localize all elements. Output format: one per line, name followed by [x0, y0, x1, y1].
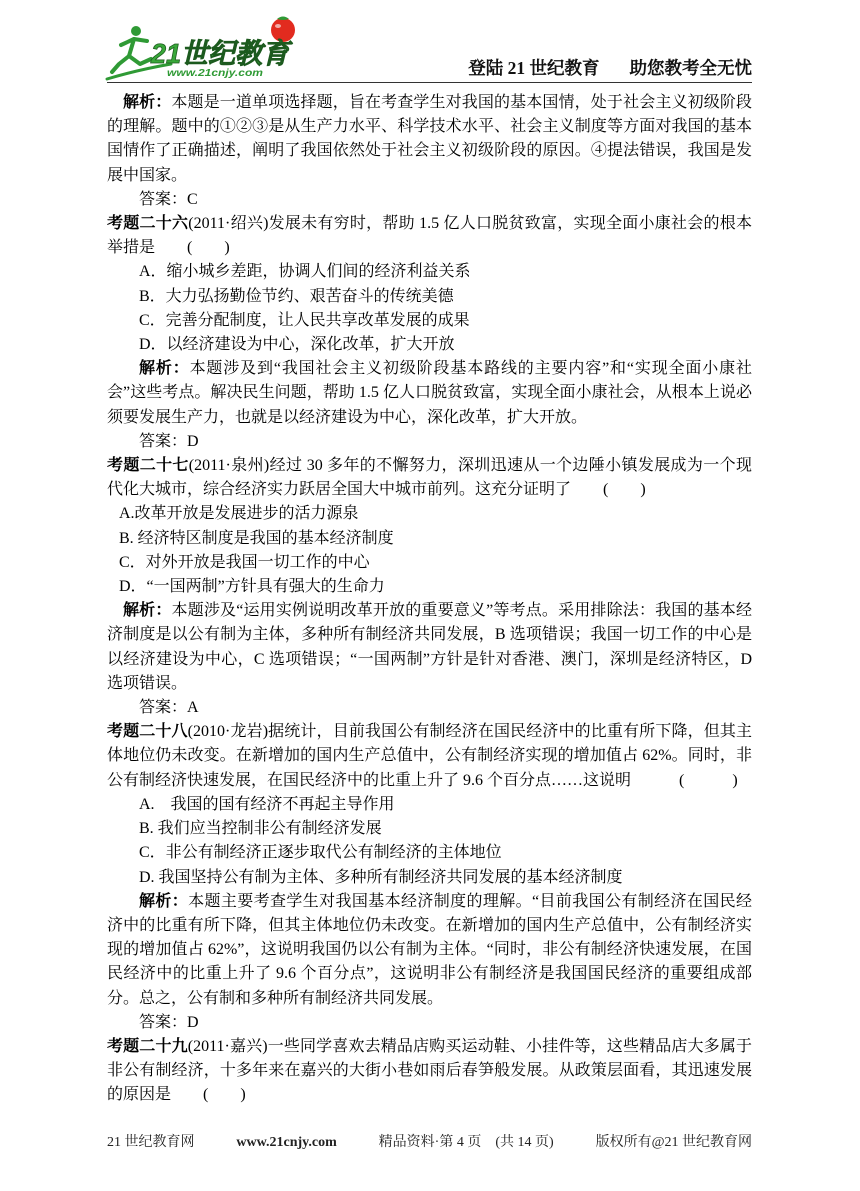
- brand-logo: [105, 14, 305, 82]
- option-b: B．大力弘扬勤俭节约、艰苦奋斗的传统美德: [139, 287, 454, 305]
- footer-site-name: 21 世纪教育网: [107, 1135, 195, 1150]
- slogan-left: 登陆 21 世纪教育: [468, 58, 600, 78]
- option-a: A．缩小城乡差距，协调人们间的经济利益关系: [139, 263, 471, 281]
- answer-line: 答案：A: [139, 699, 199, 717]
- option-d: D．“一国两制”方针具有强大的生命力: [119, 578, 385, 596]
- analysis-text: 本题是一道单项选择题，旨在考查学生对我国的基本国情，处于社会主义初级阶段的理解。题中的①②③是从生产力水平、科学技术水平、社会主义制度等方面对我国的基本国情作了正确描述，阐明了我国依然处于社会主义初级阶段的原因。④提法错误，我国是发展中国家。: [107, 94, 752, 184]
- option-c: C．非公有制经济正逐步取代公有制经济的主体地位: [139, 844, 502, 862]
- footer-url: www.21cnjy.com: [236, 1135, 337, 1150]
- header-divider: [107, 82, 752, 83]
- question-label: 考题二十六: [107, 215, 189, 233]
- question-stem: [107, 1035, 752, 1108]
- analysis-label: 解析：: [139, 360, 190, 378]
- analysis-paragraph: [107, 357, 752, 430]
- question-stem: [107, 454, 752, 502]
- logo-title: 21世纪教育: [150, 38, 293, 69]
- option-b: B. 经济特区制度是我国的基本经济制度: [119, 529, 394, 547]
- option-c: C．对外开放是我国一切工作的中心: [119, 553, 370, 571]
- question-text: (2011·嘉兴)一些同学喜欢去精品店购买运动鞋、小挂件等，这些精品店大多属于非公有制经济，十多年来在嘉兴的大街小巷如雨后春笋般发展。从政策层面看，其迅速发展的原因是 ( ): [107, 1037, 752, 1104]
- question-label: 考题二十八: [107, 723, 188, 741]
- analysis-label: 解析：: [123, 94, 172, 111]
- document-body: [107, 91, 752, 1108]
- footer-copyright: 版权所有@21 世纪教育网: [595, 1135, 752, 1150]
- analysis-text: 本题主要考查学生对我国基本经济制度的理解。“目前我国公有制经济在国民经济中的比重有所下降，但其主体地位仍未改变。在新增加的国内生产总值中，公有制经济实现的增加值占 62%”，这说明我国仍以公有制为主体。“同时，非公有制经济快速发展，在国民经济中的比重上升了 9.6 个百分点”，这说明非公有制经济是我国国民经济的重要组成部分。总之，公有制和多种所有制经济共同发展。: [107, 892, 752, 1007]
- answer-line: 答案：D: [139, 432, 199, 450]
- slogan-right: 助您教考全无忧: [629, 58, 752, 78]
- analysis-paragraph: [107, 91, 752, 188]
- analysis-paragraph: [107, 599, 752, 696]
- question-text: (2010·龙岩)据统计，目前我国公有制经济在国民经济中的比重有所下降，但其主体地位仍未改变。在新增加的国内生产总值中，公有制经济实现的增加值占 62%。同时，非公有制经济快速发展，在国民经济中的比重上升了 9.6 个百分点……这说明 ( ): [107, 723, 752, 789]
- page-footer: [107, 1133, 752, 1153]
- answer-line: 答案：C: [139, 190, 198, 208]
- header-slogan: [468, 57, 752, 79]
- option-d: D．以经济建设为中心，深化改革，扩大开放: [139, 336, 455, 354]
- question-stem: [107, 720, 752, 793]
- option-a: A.改革开放是发展进步的活力源泉: [119, 505, 359, 523]
- option-a: A. 我国的国有经济不再起主导作用: [139, 795, 395, 813]
- footer-page-info: 精品资料·第 4 页 (共 14 页): [378, 1135, 554, 1150]
- question-text: (2011·泉州)经过 30 多年的不懈努力，深圳迅速从一个边陲小镇发展成为一个现代化大城市，综合经济实力跃居全国大中城市前列。这充分证明了 ( ): [107, 457, 752, 499]
- analysis-label: 解析：: [123, 602, 172, 620]
- option-c: C．完善分配制度，让人民共享改革发展的成果: [139, 311, 470, 329]
- question-label: 考题二十七: [107, 457, 189, 475]
- question-stem: [107, 212, 752, 260]
- option-b: B. 我们应当控制非公有制经济发展: [139, 820, 382, 838]
- logo-url: www.21cnjy.com: [167, 68, 264, 79]
- question-text: (2011·绍兴)发展未有穷时，帮助 1.5 亿人口脱贫致富，实现全面小康社会的根本举措是 ( ): [107, 215, 752, 257]
- analysis-text: 本题涉及到“我国社会主义初级阶段基本路线的主要内容”和“实现全面小康社会”这些考点。解决民生问题，帮助 1.5 亿人口脱贫致富，实现全面小康社会，从根本上说必须要发展生产力，也就是以经济建设为中心，深化改革，扩大开放。: [107, 360, 752, 426]
- answer-line: 答案：D: [139, 1013, 199, 1031]
- analysis-label: 解析：: [139, 892, 189, 910]
- option-d: D. 我国坚持公有制为主体、多种所有制经济共同发展的基本经济制度: [139, 868, 623, 886]
- question-label: 考题二十九: [107, 1037, 188, 1055]
- analysis-text: 本题涉及“运用实例说明改革开放的重要意义”等考点。采用排除法：我国的基本经济制度是以公有制为主体，多种所有制经济共同发展，B 选项错误；我国一切工作的中心是以经济建设为中心，C 选项错误；“一国两制”方针是针对香港、澳门，深圳是经济特区，D 选项错误。: [107, 602, 752, 692]
- analysis-paragraph: [107, 890, 752, 1011]
